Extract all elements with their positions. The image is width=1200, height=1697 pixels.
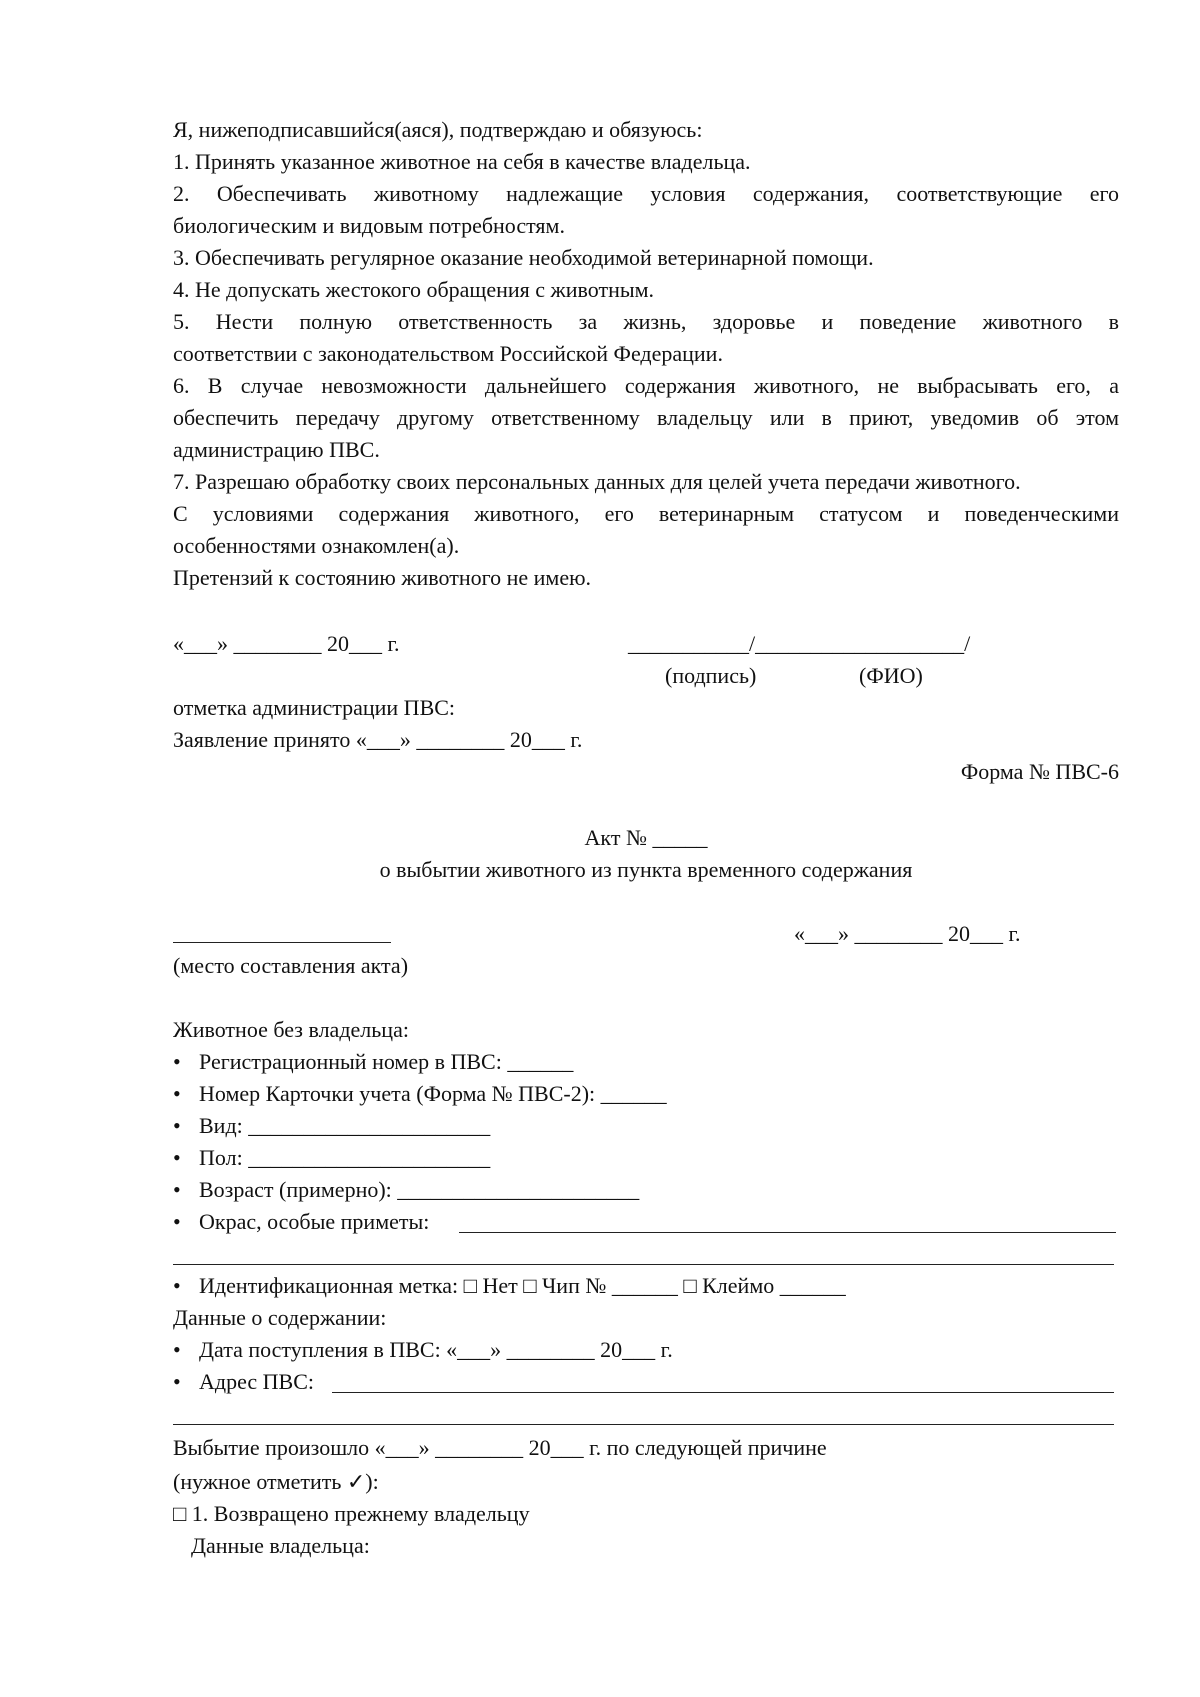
act-date: «___» ________ 20___ г. <box>794 921 1021 946</box>
arrival-date-field: Дата поступления в ПВС: «___» ________ 20___ г. <box>199 1337 673 1362</box>
admin-mark: отметка администрации ПВС: <box>173 695 456 720</box>
bullet: • <box>173 1081 181 1106</box>
bullet: • <box>173 1273 181 1298</box>
commitment-item-3: 3. Обеспечивать регулярное оказание необходимой ветеринарной помощи. <box>173 245 874 270</box>
owner-data-label: Данные владельца: <box>191 1533 370 1558</box>
fio-caption: (ФИО) <box>859 663 923 688</box>
animal-section-header: Животное без владельца: <box>173 1017 409 1042</box>
address-field-line <box>332 1392 1114 1393</box>
color-field-label: Окрас, особые приметы: <box>199 1209 430 1234</box>
commitment-item-5-cont: соответствии с законодательством Российской Федерации. <box>173 341 723 366</box>
act-title: Акт № _____ <box>584 825 708 850</box>
exit-note: (нужное отметить ✓): <box>173 1469 379 1494</box>
bullet: • <box>173 1337 181 1362</box>
signature-line: ___________/___________________/ <box>628 631 971 656</box>
act-subtitle: о выбытии животного из пункта временного содержания <box>379 857 913 882</box>
commitment-item-7: 7. Разрешаю обработку своих персональных данных для целей учета передачи животного. <box>173 469 1021 494</box>
address-field-line-2 <box>173 1424 1114 1425</box>
no-claims-statement: Претензий к состоянию животного не имею. <box>173 565 592 590</box>
acquaintance-statement-cont: особенностями ознакомлен(а). <box>173 533 460 558</box>
commitment-item-6-end: администрацию ПВС. <box>173 437 380 462</box>
signature-date: «___» ________ 20___ г. <box>173 631 400 656</box>
signature-date-line <box>173 628 1119 660</box>
id-mark-field: Идентификационная метка: □ Нет □ Чип № ______ □ Клеймо ______ <box>199 1273 846 1298</box>
commitment-item-6-cont: обеспечить передачу другому ответственному владельцу или в приют, уведомив об этом <box>173 405 1119 430</box>
exit-line: Выбытие произошло «___» ________ 20___ г. по следующей причине <box>173 1435 827 1460</box>
bullet: • <box>173 1145 181 1170</box>
keeping-section-header: Данные о содержании: <box>173 1305 387 1330</box>
commitment-item-2-cont: биологическим и видовым потребностям. <box>173 213 565 238</box>
commitment-item-2: 2. Обеспечивать животному надлежащие условия содержания, соответствующие его <box>173 181 1119 206</box>
place-line <box>173 942 391 943</box>
bullet: • <box>173 1049 181 1074</box>
species-field: Вид: ______________________ <box>199 1113 491 1138</box>
color-field-line-2 <box>173 1264 1114 1265</box>
age-field: Возраст (примерно): ______________________ <box>199 1177 640 1202</box>
commitment-item-1: 1. Принять указанное животное на себя в качестве владельца. <box>173 149 751 174</box>
bullet: • <box>173 1369 181 1394</box>
signature-caption: (подпись) <box>665 663 757 688</box>
exit-option-1: □ 1. Возвращено прежнему владельцу <box>173 1501 530 1526</box>
acquaintance-statement: С условиями содержания животного, его ветеринарным статусом и поведенческими <box>173 501 1119 526</box>
form-label: Форма № ПВС-6 <box>960 759 1119 784</box>
registration-number-field: Регистрационный номер в ПВС: ______ <box>199 1049 574 1074</box>
commitments-intro: Я, нижеподписавшийся(аяся), подтверждаю и обязуюсь: <box>173 117 703 142</box>
commitment-item-6: 6. В случае невозможности дальнейшего содержания животного, не выбрасывать его, а <box>173 373 1119 398</box>
commitment-item-4: 4. Не допускать жестокого обращения с животным. <box>173 277 655 302</box>
color-field-line <box>459 1232 1116 1233</box>
bullet: • <box>173 1209 181 1234</box>
bullet: • <box>173 1113 181 1138</box>
commitment-item-5: 5. Нести полную ответственность за жизнь, здоровье и поведение животного в <box>173 309 1119 334</box>
address-field-label: Адрес ПВС: <box>199 1369 315 1394</box>
bullet: • <box>173 1177 181 1202</box>
place-caption: (место составления акта) <box>173 953 409 978</box>
sex-field: Пол: ______________________ <box>199 1145 491 1170</box>
card-number-field: Номер Карточки учета (Форма № ПВС-2): ______ <box>199 1081 667 1106</box>
application-accepted: Заявление принято «___» ________ 20___ г. <box>173 727 583 752</box>
